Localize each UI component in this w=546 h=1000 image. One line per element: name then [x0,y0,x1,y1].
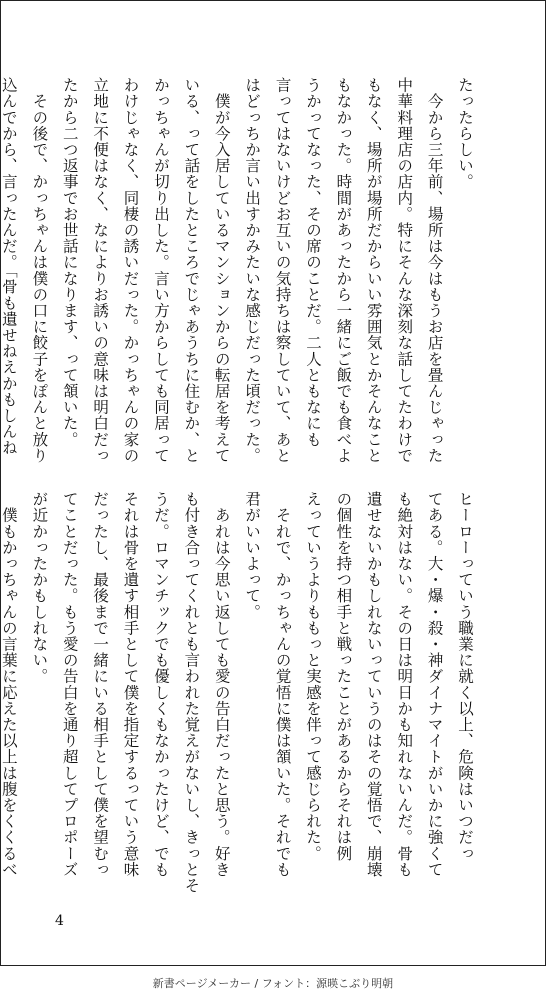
text-line: 込んでから、言ったんだ。「骨も遺せねえかもしんね [0,77,18,456]
footer-credit: 新書ページメーカー / フォント：源暎こぶり明朝 [152,977,394,990]
text-line: えっていうよりももっと実感を伴って感じられた。 [303,491,322,862]
text-line: 遺せないかもしれないっていうのはその覚悟で、崩壊 [364,491,383,878]
text-line: も付き合ってくれとも言われた覚えがないし、きっとそ [182,491,201,894]
text-line: うかってなった、その席のことだ。二人ともなにも [303,77,322,448]
text-line: もなかった。時間があったから一緒にご飯でも食べよ [334,77,353,464]
text-line: たから二つ返事でお世話になります、って頷いた。 [60,77,79,448]
text-line: てことだった。もう愛の告白を通り超してプロポーズ [60,491,79,878]
text-line: 僕もかっちゃんの言葉に応えた以上は腹をくくるべ [0,491,18,878]
text-line: あれは今思い返しても愛の告白だったと思う。好き [212,491,231,878]
text-line: てある。大・爆・殺・神ダイナマイトがいかに強くて [425,491,444,878]
text-line: わけじゃなく、同棲の誘いだった。かっちゃんの家の [121,77,140,464]
text-line: 言ってはないけどお互いの気持ちは察していて、あと [273,77,292,464]
text-line: が近かったかもしれない。 [30,491,49,685]
text-line: 中華料理店の店内。特にそんな深刻な話してたわけで [395,77,414,464]
text-line: 今から三年前、場所は今はもうお店を畳んじゃった [425,77,444,464]
text-line: 君がいいよって。 [243,491,262,620]
text-block-bottom [0,491,480,894]
text-line: いる、って話をしたところでじゃあうちに住むか、と [182,77,201,464]
text-line: ヒーローっていう職業に就く以上、危険はいつだっ [456,491,474,862]
text-line: それで、かっちゃんの覚悟に僕は頷いた。それでも [273,491,292,878]
page-number: 4 [55,913,64,929]
text-line: の個性を持つ相手と戦ったことがあるからそれは例 [334,491,353,862]
text-line: も絶対はない。その日は明日かも知れないんだ。骨も [395,491,414,878]
text-line: それは骨を遺す相手として僕を指定するっていう意味 [121,491,140,878]
text-line: だったし、最後まで一緒にいる相手として僕を望むっ [91,491,110,878]
text-line: かっちゃんが切り出した。言い方からしても同居って [151,77,170,464]
text-line: 僕が今入居しているマンションからの転居を考えて [212,77,231,464]
text-line: たったらしい。 [456,77,474,190]
text-line: もなく、場所が場所だからいい雰囲気とかそんなこと [364,77,383,464]
text-line: はどっちか言い出すかみたいな感じだった頃だった。 [243,77,262,464]
text-line: その後で、かっちゃんは僕の口に餃子をぽんと放り [30,77,49,464]
text-line: 立地に不便はなく、なによりお誘いの意味は明白だっ [91,77,110,464]
text-block-top [0,77,480,469]
text-line: うだ。ロマンチックでも優しくもなかったけど、でも [151,491,170,878]
